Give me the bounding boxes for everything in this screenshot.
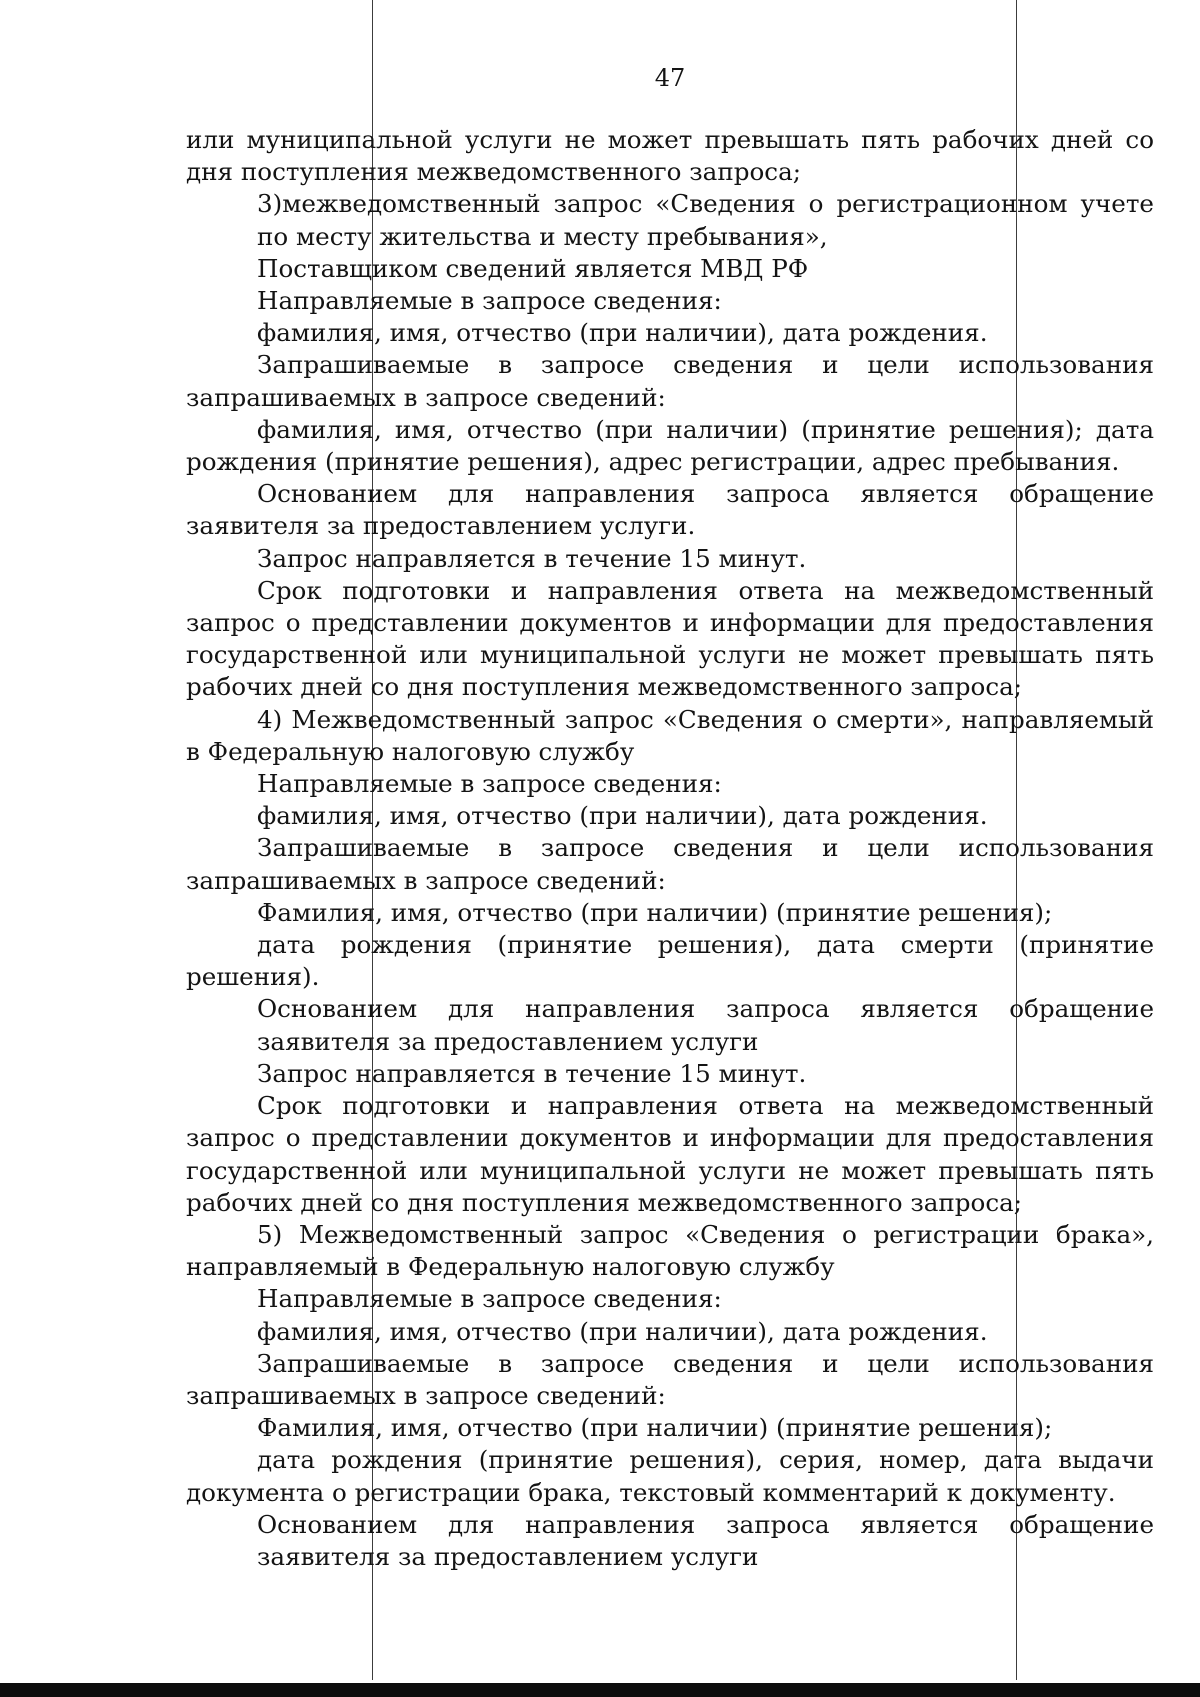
paragraph: Срок подготовки и направления ответа на межведомственный запрос о представлении документов и информации для предоставления государственной или муниципальной услуги не может превышать пять рабочих дней со дня поступления межведомственного запроса;	[186, 575, 1154, 702]
paragraph: фамилия, имя, отчество (при наличии), дата рождения.	[257, 801, 988, 831]
paragraph: Основанием для направления запроса является обращение заявителя за предоставлением услуги.	[186, 479, 1154, 541]
paragraph: Основанием для направления запроса является обращение заявителя за предоставлением услуги	[257, 1509, 1154, 1571]
page-number: 47	[654, 64, 686, 92]
paragraph: Запрашиваемые в запросе сведения и цели использования запрашиваемых в запросе сведений:	[186, 833, 1154, 895]
paragraph: 4) Межведомственный запрос «Сведения о смерти», направляемый в Федеральную налоговую службу	[186, 704, 1154, 766]
paragraph: Запрашиваемые в запросе сведения и цели использования запрашиваемых в запросе сведений:	[186, 1348, 1154, 1410]
paragraph: или муниципальной услуги не может превышать пять рабочих дней со дня поступления межведомственного запроса;	[186, 125, 1154, 187]
scan-bottom-band	[0, 1683, 1200, 1697]
paragraph: Поставщиком сведений является МВД РФ	[257, 253, 809, 283]
paragraph: Срок подготовки и направления ответа на межведомственный запрос о представлении документов и информации для предоставления государственной или муниципальной услуги не может превышать пять рабочих дней со дня поступления межведомственного запроса;	[186, 1091, 1154, 1217]
paragraph: Направляемые в запросе сведения:	[257, 769, 722, 799]
paragraph: Направляемые в запросе сведения:	[257, 286, 722, 316]
paragraph: Направляемые в запросе сведения:	[257, 1284, 722, 1314]
document-body	[186, 124, 1154, 1573]
paragraph: Фамилия, имя, отчество (при наличии) (принятие решения);	[257, 1413, 1053, 1443]
paragraph: фамилия, имя, отчество (при наличии) (принятие решения); дата рождения (принятие решения), адрес регистрации, адрес пребывания.	[186, 414, 1154, 477]
paragraph: 5) Межведомственный запрос «Сведения о регистрации брака», направляемый в Федеральную налоговую службу	[186, 1219, 1154, 1282]
paragraph: Запрос направляется в течение 15 минут.	[257, 543, 807, 573]
paragraph: Фамилия, имя, отчество (при наличии) (принятие решения);	[257, 897, 1053, 927]
paragraph: Запрашиваемые в запросе сведения и цели использования запрашиваемых в запросе сведений:	[186, 350, 1154, 412]
paragraph: фамилия, имя, отчество (при наличии), дата рождения.	[257, 318, 988, 348]
paragraph: дата рождения (принятие решения), серия, номер, дата выдачи документа о регистрации брака, текстовый комментарий к документу.	[186, 1445, 1154, 1507]
paragraph: фамилия, имя, отчество (при наличии), дата рождения.	[257, 1316, 988, 1346]
paragraph: дата рождения (принятие решения), дата смерти (принятие решения).	[186, 930, 1154, 992]
paragraph: Запрос направляется в течение 15 минут.	[257, 1058, 807, 1088]
paragraph: Основанием для направления запроса является обращение заявителя за предоставлением услуги	[257, 994, 1154, 1056]
paragraph: 3)межведомственный запрос «Сведения о регистрационном учете по месту жительства и месту пребывания»,	[257, 189, 1154, 251]
